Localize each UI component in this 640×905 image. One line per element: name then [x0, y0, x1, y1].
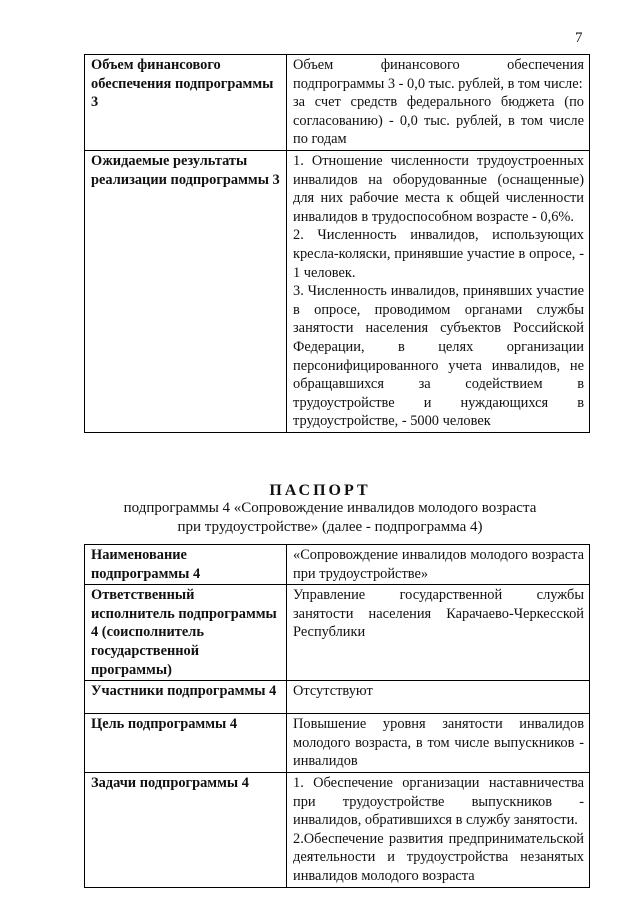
row-label: Участники подпрограммы 4 — [85, 681, 287, 714]
passport-title: ПАСПОРТ — [269, 482, 371, 499]
row-value — [287, 772, 590, 887]
row-value — [287, 55, 590, 151]
page-number: 7 — [575, 30, 583, 46]
passport-subtitle-line: подпрограммы 4 «Сопровождение инвалидов молодого возраста — [123, 500, 537, 516]
table-row — [85, 151, 590, 433]
row-value — [287, 714, 590, 773]
row-paragraph: Отсутствуют — [293, 683, 373, 700]
row-label: Наименование подпрограммы 4 — [85, 545, 287, 585]
row-label: Задачи подпрограммы 4 — [85, 772, 287, 887]
table-row — [85, 772, 590, 887]
row-value — [287, 585, 590, 681]
passport-subtitle-line: при трудоустройстве» (далее - подпрограмма 4) — [177, 519, 483, 535]
row-paragraph: Объем финансового обеспечения подпрограммы 3 - 0,0 тыс. рублей, в том числе: — [293, 57, 584, 92]
table-row — [85, 545, 590, 585]
row-paragraph: 2. Численность инвалидов, использующих кресла-коляски, принявшие участие в опросе, - 1 человек. — [293, 227, 584, 281]
row-label: Объем финансового обеспечения подпрограммы 3 — [85, 55, 287, 151]
row-paragraph: «Сопровождение инвалидов молодого возраста при трудоустройстве» — [293, 547, 584, 582]
row-label: Цель подпрограммы 4 — [85, 714, 287, 773]
row-label: Ответственный исполнитель подпрограммы 4 (соисполнитель государственной программы) — [85, 585, 287, 681]
row-paragraph: Повышение уровня занятости инвалидов молодого возраста, в том числе выпускников - инвалидов — [293, 716, 584, 770]
row-paragraph: 3. Численность инвалидов, принявших участие в опросе, проводимом органами службы занятости населения субъектов Российской Федерации, в целях организации персонифицированного учета инвалидов, не обращавшихся за содействием в трудоустройстве и нуждающихся в трудоустройстве, - 5000 человек — [293, 283, 584, 430]
row-value — [287, 681, 590, 714]
table-row — [85, 55, 590, 151]
table-subprogram-4 — [84, 544, 590, 888]
row-paragraph: 1. Обеспечение организации наставничества при трудоустройстве выпускников - инвалидов, обратившихся в службу занятости. — [293, 774, 584, 829]
table-row — [85, 714, 590, 773]
table-row — [85, 681, 590, 714]
row-paragraph: 2.Обеспечение развития предпринимательской деятельности и трудоустройства незанятых инвалидов молодого возраста — [293, 830, 584, 884]
row-paragraph: Управление государственной службы занятости населения Карачаево-Черкесской Республики — [293, 587, 584, 641]
row-value — [287, 151, 590, 433]
row-paragraph: за счет средств федерального бюджета (по согласованию) - 0,0 тыс. рублей, в том числе по годам — [293, 94, 584, 148]
row-value — [287, 545, 590, 585]
row-label: Ожидаемые результаты реализации подпрограммы 3 — [85, 151, 287, 433]
passport-subtitle — [110, 499, 550, 537]
table-row — [85, 585, 590, 681]
row-paragraph: 1. Отношение численности трудоустроенных инвалидов на оборудованные (оснащенные) для них рабочие места к общей численности инвалидов в трудоспособном возрасте - 0,6%. — [293, 153, 584, 225]
table-subprogram-3 — [84, 54, 590, 433]
